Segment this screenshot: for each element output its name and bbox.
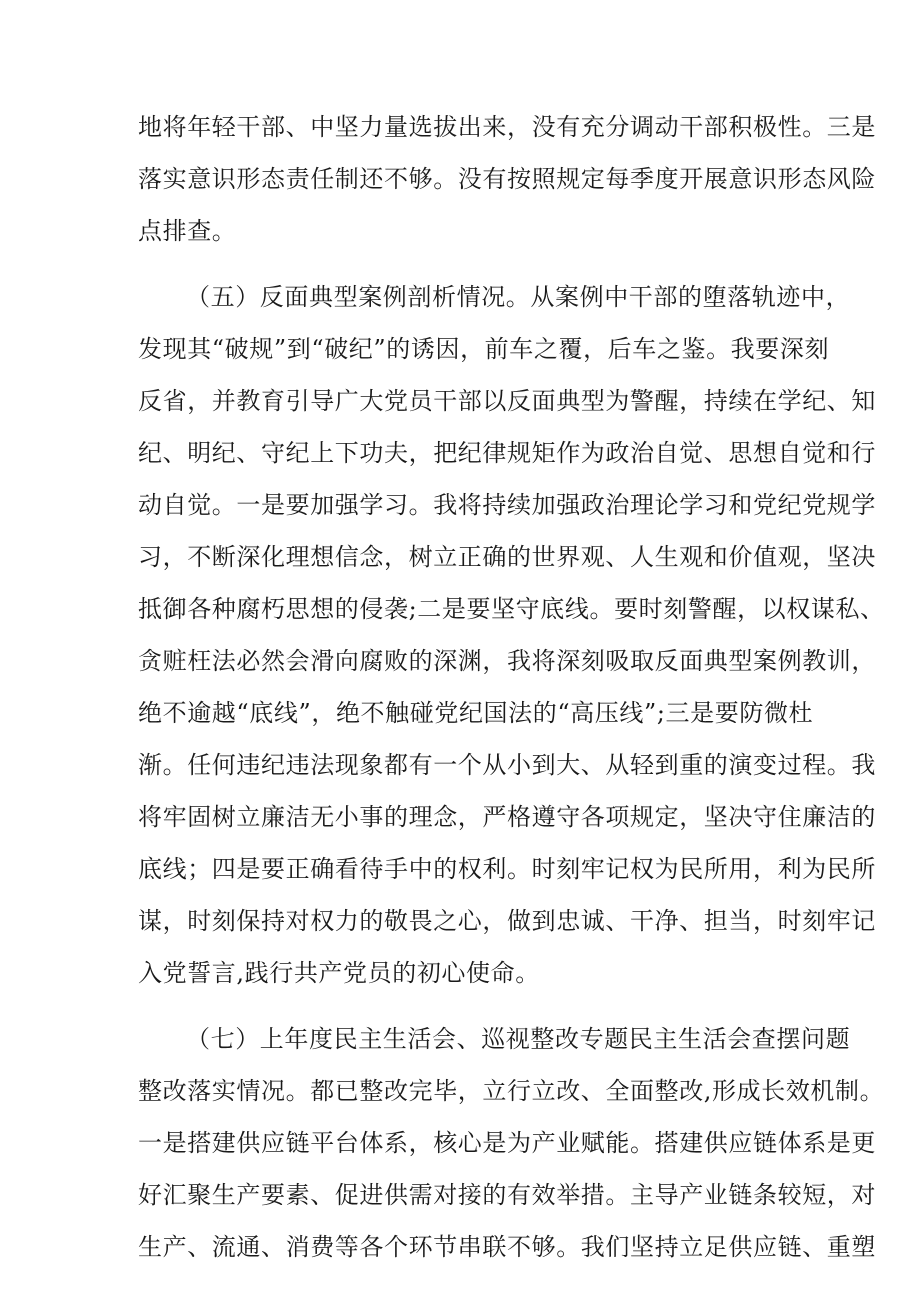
text-line: 好汇聚生产要素、促进供需对接的有效举措。主导产业链条较短，对	[138, 1181, 876, 1209]
text-line: 反省，并教育引导广大党员干部以反面典型为警醒，持续在学纪、知	[138, 387, 876, 415]
text-line: 点排查。	[138, 217, 237, 245]
text-line: 谋，时刻保持对权力的敬畏之心，做到忠诚、干净、担当，时刻牢记	[138, 907, 876, 935]
text-line: 底线；四是要正确看待手中的权利。时刻牢记权为民所用，利为民所	[138, 855, 876, 883]
text-line: 一是搭建供应链平台体系，核心是为产业赋能。搭建供应链体系是更	[138, 1129, 876, 1157]
text-line: 渐。任何违纪违法现象都有一个从小到大、从轻到重的演变过程。我	[138, 751, 876, 779]
text-line: （七）上年度民主生活会、巡视整改专题民主生活会查摆问题	[186, 1025, 851, 1053]
text-line: 贪赃枉法必然会滑向腐败的深渊，我将深刻吸取反面典型案例教训，	[138, 647, 876, 675]
text-line: 习，不断深化理想信念，树立正确的世界观、人生观和价值观，坚决	[138, 543, 876, 571]
text-line: 抵御各种腐朽思想的侵袭;二是要坚守底线。要时刻警醒，以权谋私、	[138, 595, 885, 623]
text-line: 生产、流通、消费等各个环节串联不够。我们坚持立足供应链、重塑	[138, 1233, 876, 1261]
text-line: （五）反面典型案例剖析情况。从案例中干部的堕落轨迹中，	[186, 283, 851, 311]
text-line: 地将年轻干部、中坚力量选拔出来，没有充分调动干部积极性。三是	[138, 113, 876, 141]
text-line: 纪、明纪、守纪上下功夫，把纪律规矩作为政治自觉、思想自觉和行	[138, 439, 876, 467]
text-line: 绝不逾越“底线”，绝不触碰党纪国法的“高压线”;三是要防微杜	[138, 699, 814, 727]
text-line: 动自觉。一是要加强学习。我将持续加强政治理论学习和党纪党规学	[138, 491, 876, 519]
text-line: 将牢固树立廉洁无小事的理念，严格遵守各项规定，坚决守住廉洁的	[138, 803, 876, 831]
text-line: 整改落实情况。都已整改完毕，立行立改、全面整改,形成长效机制。	[138, 1077, 885, 1105]
text-line: 发现其“破规”到“破纪”的诱因，前车之覆，后车之鉴。我要深刻	[138, 335, 830, 363]
text-line: 入党誓言,践行共产党员的初心使命。	[138, 959, 540, 987]
text-line: 落实意识形态责任制还不够。没有按照规定每季度开展意识形态风险	[138, 165, 876, 193]
